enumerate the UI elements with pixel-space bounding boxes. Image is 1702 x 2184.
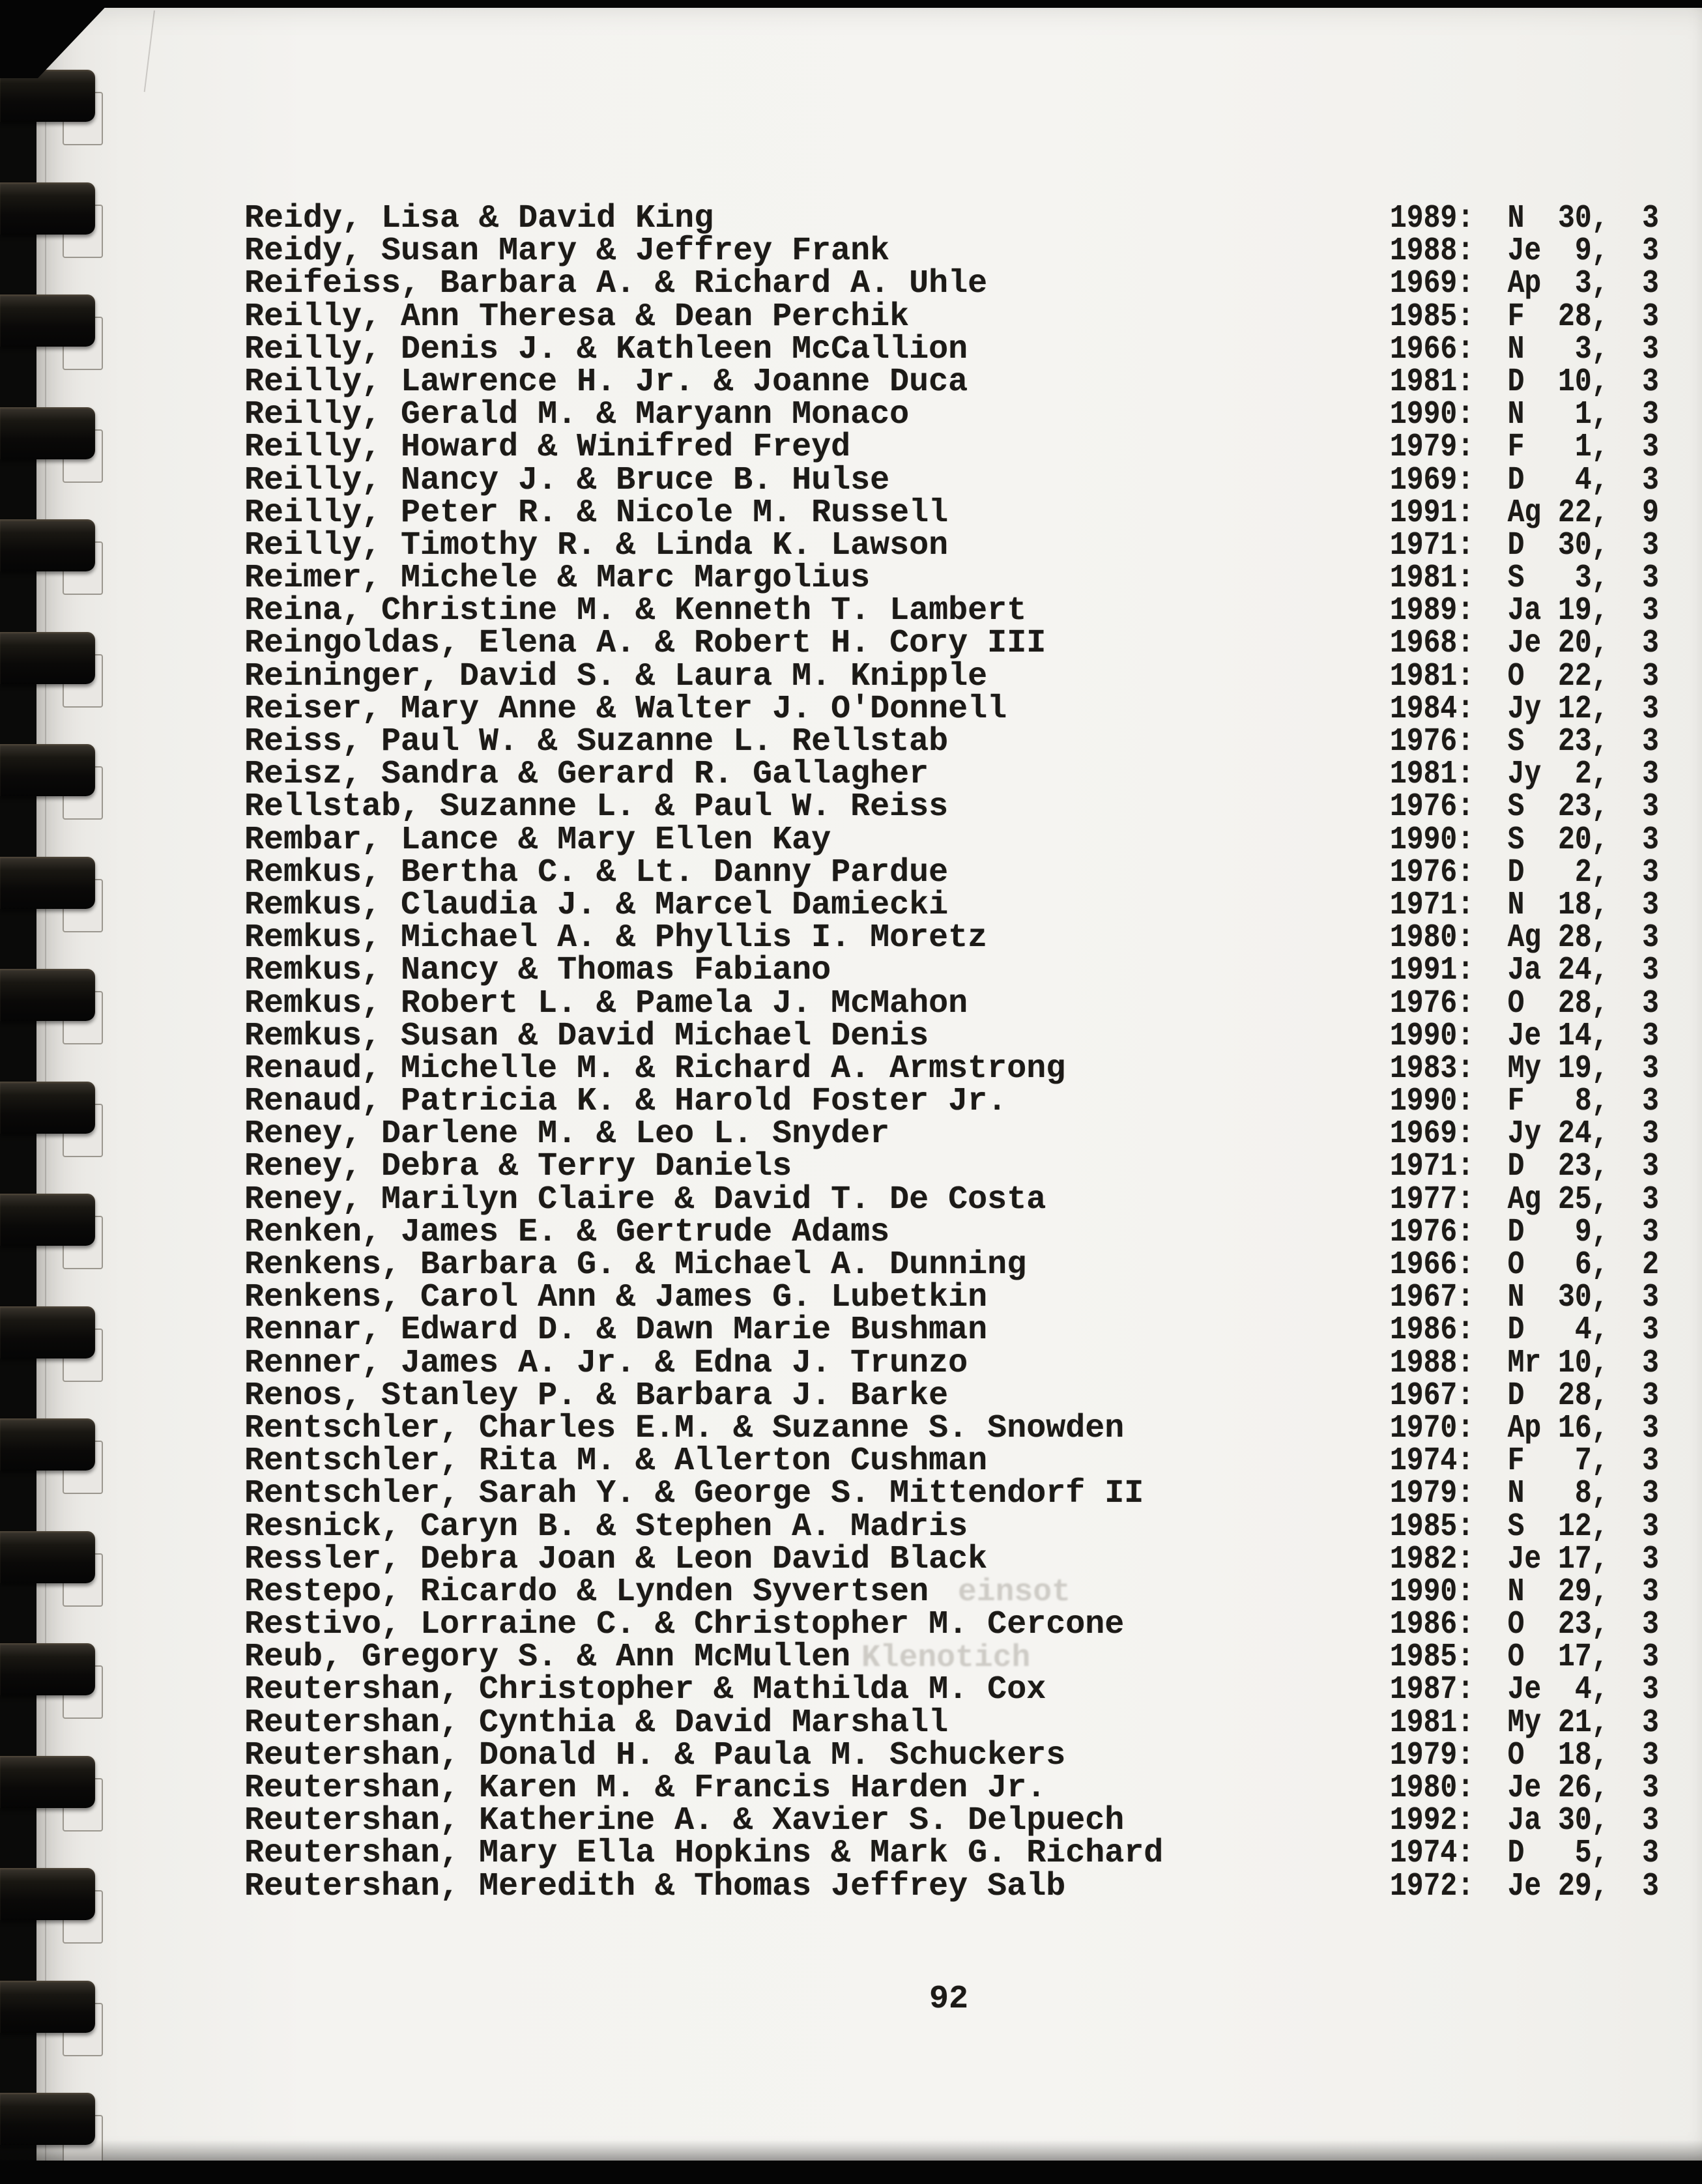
entry-date: 1972: Je 29, 3 — [1390, 1867, 1659, 1905]
entry-name: Reininger, David S. & Laura M. Knipple — [244, 657, 988, 695]
list-item — [0, 526, 1702, 564]
binding-tooth — [0, 182, 95, 235]
entry-name: Remkus, Claudia J. & Marcel Damiecki — [244, 886, 949, 924]
entry-date: 1981: My 21, 3 — [1390, 1704, 1659, 1742]
scan-edge-top — [0, 0, 1702, 8]
list-item — [0, 1050, 1702, 1087]
entry-name: Renner, James A. Jr. & Edna J. Trunzo — [244, 1344, 968, 1382]
entry-name: Renaud, Patricia K. & Harold Foster Jr. — [244, 1083, 1007, 1121]
list-item — [0, 919, 1702, 957]
binding-tooth — [0, 1981, 95, 2033]
entry-name: Reilly, Denis J. & Kathleen McCallion — [244, 330, 968, 368]
list-item — [0, 821, 1702, 859]
entry-date: 1984: Jy 12, 3 — [1390, 690, 1659, 728]
entry-date: 1990: Je 14, 3 — [1390, 1017, 1659, 1055]
entry-name: Rellstab, Suzanne L. & Paul W. Reiss — [244, 788, 949, 826]
entry-date: 1969: Ap 3, 3 — [1390, 265, 1659, 303]
list-item — [0, 1017, 1702, 1055]
entry-date: 1990: N 1, 3 — [1390, 396, 1659, 434]
list-item — [0, 363, 1702, 401]
entry-date: 1979: N 8, 3 — [1390, 1475, 1659, 1513]
entry-date: 1991: Ja 24, 3 — [1390, 952, 1659, 990]
entry-date: 1976: S 23, 3 — [1390, 723, 1659, 760]
entry-date: 1981: Jy 2, 3 — [1390, 756, 1659, 794]
entry-name: Remkus, Bertha C. & Lt. Danny Pardue — [244, 854, 949, 891]
entry-date: 1987: Je 4, 3 — [1390, 1671, 1659, 1709]
entry-date: 1967: N 30, 3 — [1390, 1279, 1659, 1317]
entry-name: Reingoldas, Elena A. & Robert H. Cory III — [244, 625, 1046, 663]
entry-date: 1977: Ag 25, 3 — [1390, 1181, 1659, 1218]
entry-date: 1985: O 17, 3 — [1390, 1639, 1659, 1676]
list-item — [0, 1802, 1702, 1840]
binding-tooth — [0, 857, 95, 909]
entry-name: Rembar, Lance & Mary Ellen Kay — [244, 821, 831, 859]
list-item — [0, 429, 1702, 467]
entry-name: Reiss, Paul W. & Suzanne L. Rellstab — [244, 723, 949, 760]
binding-tooth — [0, 519, 95, 571]
entry-date: 1985: F 28, 3 — [1390, 298, 1659, 336]
entry-name: Renkens, Carol Ann & James G. Lubetkin — [244, 1279, 988, 1317]
entry-date: 1983: My 19, 3 — [1390, 1050, 1659, 1087]
entry-date: 1989: N 30, 3 — [1390, 200, 1659, 237]
binding-tooth — [0, 1643, 95, 1695]
list-item — [0, 984, 1702, 1022]
entry-name: Reilly, Gerald M. & Maryann Monaco — [244, 396, 910, 434]
entry-name: Renkens, Barbara G. & Michael A. Dunning — [244, 1246, 1027, 1284]
entry-name: Reidy, Lisa & David King — [244, 200, 714, 237]
entry-date: 1976: S 23, 3 — [1390, 788, 1659, 826]
list-item — [0, 1314, 1702, 1347]
entry-date: 1990: N 29, 3 — [1390, 1573, 1659, 1611]
entry-name: Remkus, Nancy & Thomas Fabiano — [244, 952, 831, 990]
entry-date: 1967: D 28, 3 — [1390, 1377, 1659, 1415]
entry-name: Reney, Debra & Terry Daniels — [244, 1148, 792, 1186]
entry-name: Restepo, Ricardo & Lynden Syvertsen — [244, 1573, 929, 1611]
binding-tooth — [0, 632, 95, 684]
entry-date: 1974: D 5, 3 — [1390, 1835, 1659, 1873]
list-item — [0, 1606, 1702, 1644]
entry-name: Reutershan, Donald H. & Paula M. Schuckers — [244, 1736, 1066, 1774]
list-item — [0, 1409, 1702, 1447]
entry-date: 1970: Ap 16, 3 — [1390, 1409, 1659, 1447]
entry-name: Renken, James E. & Gertrude Adams — [244, 1213, 890, 1251]
list-item — [0, 1867, 1702, 1905]
entry-date: 1971: D 30, 3 — [1390, 526, 1659, 564]
entry-date: 1986: D 4, 3 — [1390, 1312, 1659, 1349]
list-item — [0, 952, 1702, 990]
entry-name: Rennar, Edward D. & Dawn Marie Bushman — [244, 1312, 988, 1349]
scan-bottom-shadow — [0, 2140, 1702, 2161]
list-item — [0, 1835, 1702, 1873]
entry-date: 1966: O 6, 2 — [1390, 1246, 1659, 1284]
scan-edge-bottom — [0, 2161, 1702, 2184]
entry-date: 1981: S 3, 3 — [1390, 560, 1659, 597]
entry-name: Renaud, Michelle M. & Richard A. Armstrong — [244, 1050, 1066, 1087]
entry-name: Remkus, Robert L. & Pamela J. McMahon — [244, 984, 968, 1022]
list-item — [0, 1671, 1702, 1709]
list-item — [0, 1540, 1702, 1578]
list-item — [0, 1344, 1702, 1382]
entry-name: Reutershan, Christopher & Mathilda M. Cox — [244, 1671, 1046, 1709]
entry-name: Resnick, Caryn B. & Stephen A. Madris — [244, 1508, 968, 1545]
list-item — [0, 265, 1702, 303]
list-item — [0, 1115, 1702, 1153]
entry-name: Reney, Darlene M. & Leo L. Snyder — [244, 1115, 890, 1153]
entry-date: 1966: N 3, 3 — [1390, 330, 1659, 368]
entry-date: 1986: O 23, 3 — [1390, 1606, 1659, 1644]
entry-name: Reilly, Peter R. & Nicole M. Russell — [244, 494, 949, 532]
entry-date: 1976: D 2, 3 — [1390, 854, 1659, 891]
entry-name: Reidy, Susan Mary & Jeffrey Frank — [244, 233, 890, 270]
entry-name: Remkus, Michael A. & Phyllis I. Moretz — [244, 919, 988, 957]
entry-date: 1976: D 9, 3 — [1390, 1213, 1659, 1251]
list-item — [0, 1083, 1702, 1121]
list-item — [0, 854, 1702, 891]
list-item — [0, 200, 1702, 237]
entry-date: 1981: D 10, 3 — [1390, 363, 1659, 401]
ghost-text: Klenotich — [861, 1640, 1031, 1676]
entry-date: 1988: Je 9, 3 — [1390, 233, 1659, 270]
entry-name: Reina, Christine M. & Kenneth T. Lambert — [244, 592, 1027, 630]
entry-date: 1980: Je 26, 3 — [1390, 1770, 1659, 1807]
list-item — [0, 723, 1702, 760]
entry-name: Reilly, Nancy J. & Bruce B. Hulse — [244, 461, 890, 499]
list-item — [0, 396, 1702, 434]
list-item — [0, 592, 1702, 630]
list-item — [0, 1279, 1702, 1317]
entry-name: Reimer, Michele & Marc Margolius — [244, 560, 871, 597]
entry-name: Reutershan, Meredith & Thomas Jeffrey Salb — [244, 1867, 1066, 1905]
entry-name: Reilly, Howard & Winifred Freyd — [244, 429, 851, 467]
entry-name: Remkus, Susan & David Michael Denis — [244, 1017, 929, 1055]
binding-tooth — [0, 969, 95, 1021]
entry-name: Restivo, Lorraine C. & Christopher M. Cercone — [244, 1606, 1125, 1644]
entry-date: 1980: Ag 28, 3 — [1390, 919, 1659, 957]
list-item — [0, 1573, 1702, 1611]
entry-name: Reifeiss, Barbara A. & Richard A. Uhle — [244, 265, 988, 303]
page-number: 92 — [929, 1981, 968, 2018]
entry-name: Reutershan, Katherine A. & Xavier S. Delpuech — [244, 1802, 1125, 1840]
entry-date: 1979: F 1, 3 — [1390, 429, 1659, 467]
list-item — [0, 625, 1702, 663]
list-item — [0, 756, 1702, 794]
list-item — [0, 298, 1702, 336]
entry-name: Reutershan, Mary Ella Hopkins & Mark G. Richard — [244, 1835, 1164, 1873]
binding-tooth — [0, 1531, 95, 1583]
list-item — [0, 1475, 1702, 1513]
entries-list — [0, 200, 1702, 1905]
list-item — [0, 1213, 1702, 1251]
ghost-text: einsot — [958, 1575, 1071, 1611]
entry-date: 1969: D 4, 3 — [1390, 461, 1659, 499]
binding-tooth — [0, 1194, 95, 1246]
entry-date: 1991: Ag 22, 9 — [1390, 494, 1659, 532]
entry-date: 1979: O 18, 3 — [1390, 1736, 1659, 1774]
entry-name: Rentschler, Charles E.M. & Suzanne S. Snowden — [244, 1409, 1125, 1447]
entry-name: Reutershan, Karen M. & Francis Harden Jr. — [244, 1770, 1046, 1807]
binding-tooth — [0, 1306, 95, 1358]
entry-date: 1968: Je 20, 3 — [1390, 625, 1659, 663]
entry-date: 1989: Ja 19, 3 — [1390, 592, 1659, 630]
list-item — [0, 1736, 1702, 1774]
binding-tooth — [0, 1868, 95, 1920]
list-item — [0, 1246, 1702, 1284]
binding-tooth — [0, 1418, 95, 1471]
list-item — [0, 562, 1702, 595]
list-item — [0, 1641, 1702, 1674]
list-item — [0, 690, 1702, 728]
entry-date: 1976: O 28, 3 — [1390, 984, 1659, 1022]
entry-date: 1971: N 18, 3 — [1390, 886, 1659, 924]
entry-date: 1981: O 22, 3 — [1390, 657, 1659, 695]
entry-name: Renos, Stanley P. & Barbara J. Barke — [244, 1377, 949, 1415]
entry-date: 1992: Ja 30, 3 — [1390, 1802, 1659, 1840]
entry-date: 1969: Jy 24, 3 — [1390, 1115, 1659, 1153]
list-item — [0, 657, 1702, 695]
list-item — [0, 330, 1702, 368]
entry-name: Rentschler, Sarah Y. & George S. Mittendorf II — [244, 1475, 1144, 1513]
list-item — [0, 1508, 1702, 1545]
list-item — [0, 461, 1702, 499]
list-item — [0, 788, 1702, 826]
binding-tooth — [0, 1756, 95, 1808]
entry-date: 1985: S 12, 3 — [1390, 1508, 1659, 1545]
binding-tooth — [0, 744, 95, 796]
list-item — [0, 235, 1702, 268]
entry-name: Reilly, Timothy R. & Linda K. Lawson — [244, 526, 949, 564]
list-item — [0, 1148, 1702, 1186]
list-item — [0, 1377, 1702, 1415]
list-item — [0, 1704, 1702, 1742]
entry-date: 1974: F 7, 3 — [1390, 1443, 1659, 1480]
entry-name: Reutershan, Cynthia & David Marshall — [244, 1704, 949, 1742]
entry-date: 1982: Je 17, 3 — [1390, 1540, 1659, 1578]
entry-name: Reub, Gregory S. & Ann McMullen — [244, 1639, 851, 1676]
entry-name: Rentschler, Rita M. & Allerton Cushman — [244, 1443, 988, 1480]
entry-name: Reney, Marilyn Claire & David T. De Costa — [244, 1181, 1046, 1218]
entry-name: Reisz, Sandra & Gerard R. Gallagher — [244, 756, 929, 794]
list-item — [0, 1772, 1702, 1805]
binding-tooth — [0, 295, 95, 347]
binding-tooth — [0, 407, 95, 459]
list-item — [0, 1445, 1702, 1478]
list-item — [0, 494, 1702, 532]
entry-name: Reilly, Ann Theresa & Dean Perchik — [244, 298, 910, 336]
entry-date: 1971: D 23, 3 — [1390, 1148, 1659, 1186]
binding-tooth — [0, 2093, 95, 2145]
entry-date: 1988: Mr 10, 3 — [1390, 1344, 1659, 1382]
list-item — [0, 886, 1702, 924]
binding-tooth — [0, 1082, 95, 1134]
entry-date: 1990: F 8, 3 — [1390, 1083, 1659, 1121]
entry-name: Reilly, Lawrence H. Jr. & Joanne Duca — [244, 363, 968, 401]
entry-date: 1990: S 20, 3 — [1390, 821, 1659, 859]
list-item — [0, 1181, 1702, 1218]
entry-name: Reiser, Mary Anne & Walter J. O'Donnell — [244, 690, 1007, 728]
entry-name: Ressler, Debra Joan & Leon David Black — [244, 1540, 988, 1578]
